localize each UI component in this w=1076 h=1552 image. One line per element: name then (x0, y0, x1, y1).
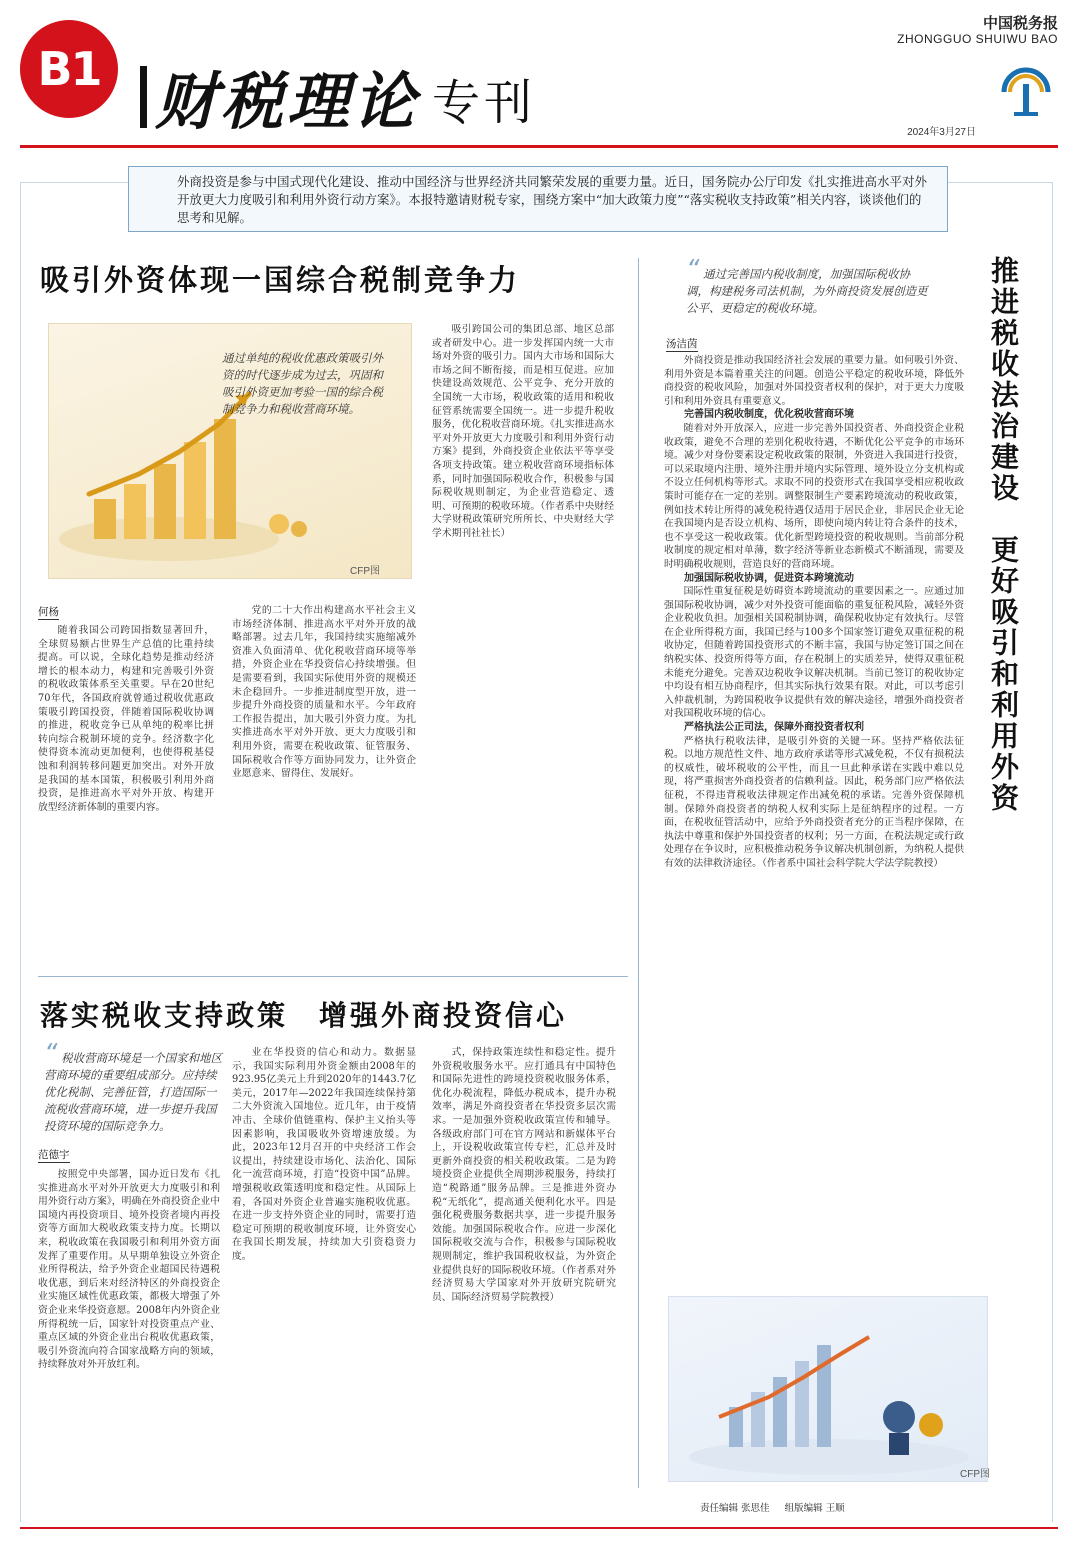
article2-column-2 (232, 1046, 416, 1482)
article3-body (664, 354, 964, 1290)
article3-text-1: 随着对外开放深入，应进一步完善外国投资者、外商投资企业税收政策，避免不合理的差别化税收待遇，不断优化公平竞争的市场环境。减少对身份要素设定税收政策的限制，外资进入我国进行投资，可以采取境内注册、境外注册并境内实际管理、境外设立分支机构或不设立任何机构等形式。求取不同的投资形式在我国享受相应税收政策时可能存在一定的差别。调整限制生产要素跨境流动的税收政策，例如技术转让所得的减免税待遇仅适用于居民企业，非居民企业无论在我国境内是否设立机构、场所，即使向境内转让符合条件的技术，也不享受这一税收政策。优化新型跨境投资的税收规则。当前部分税收制度的规定相对单薄，数字经济等新业态新模式不断涌现，需要及时明确税收规则，营造良好的营商环境。 (664, 422, 964, 570)
article1-col3-text: 吸引跨国公司的集团总部、地区总部或者研发中心。进一步发挥国内统一大市场对外资的吸引力。国内大市场和国际大市场之间不断衔接，而是相互促进。应加快建设高效规范、公平竞争、充分开放的全国统一大市场，税收政策的适用和税收征管系统需要全国统一。进一步提升税收服务，优化税收营商环境。《扎实推进高水平对外开放更大力度吸引和利用外资行动方案》提到，外商投资企业依法平等享受各项支持政策。建立税收营商环境指标体系，同时加强国际税收合作，积极参与国际税收规则制定，为企业营造稳定、透明、可预期的税收环境。（作者系中央财经大学财税政策研究所所长、中央财经大学学术期刊社社长） (432, 324, 614, 539)
article2-column-1 (38, 1168, 220, 1482)
article2-author: 范德宇 (38, 1149, 70, 1161)
quote-mark-icon: “ (44, 1039, 58, 1069)
quote-mark-icon: “ (686, 255, 700, 285)
article3-subheading-1: 完善国内税收制度，优化税收营商环境 (684, 409, 854, 421)
editor-credits (700, 1500, 845, 1514)
masthead-chinese: 中国税务报 (982, 14, 1058, 32)
article3-lead: 外商投资是推动我国经济社会发展的重要力量。如何吸引外资、利用外资是本篇着重关注的问题。创造公平稳定的税收环境，降低外商投资的税收风险，加强对外国投资者权利的保护，对于更大力度吸引和利用外资具有重要意义。 (664, 355, 964, 407)
article3-text-2: 国际性重复征税是妨碍资本跨境流动的重要因素之一。应通过加强国际税收协调，减少对外投资可能面临的重复征税风险，减轻外资企业税收负担。加强相关国税制协调，确保税收协定有效执行。尽管在企业所得税方面，我国已经与100多个国家签订避免双重征税的税收协定，但随着跨国投资形式的不断丰富，我国与协定签订国之间在纳税实体、投资所得等方面，存在税制上的实质差异，使得双重征税未能充分避免。完善双边税收争议解决机制。当前已签订的税收协定中均设有相互协商程序，但其实际执行效果有限。对此，可以考虑引入仲裁机制，为跨国税收争议提供有效的解决途径，增强外商投资者对我国税收环境的信心。 (664, 586, 964, 720)
article3-pull-quote (686, 255, 930, 317)
article2-column-3 (432, 1046, 616, 1482)
article2-col2-text: 业在华投资的信心和动力。数据显示，我国实际利用外资金额由2008年的923.95亿美元上升到2020年的1443.7亿美元，2017年—2022年我国连续保持第二大外资流入国地位。近几年，由于疫情冲击、全球价值链重构、保护主义抬头等因素影响，我国吸收外资增速放缓。为此，2023年12月召开的中央经济工作会议提出，持续建设市场化、法治化、国际化一流营商环境，打造“投资中国”品牌。增强税收政策透明度和稳定性。从国际上看，各国对外资企业普遍实施税收优惠。在进一步支持外资企业的同时，需要打造稳定可预期的税收制度环境，让外资安心在我国长期发展，持续加大引资稳资力度。 (232, 1047, 416, 1262)
column-divider (638, 258, 639, 1488)
article1-column-1 (38, 624, 214, 944)
article1-col2-text: 党的二十大作出构建高水平社会主义市场经济体制、推进高水平对外开放的战略部署。过去几年，我国持续实施缩减外资准入负面清单、优化税收营商环境等举措，外资企业在华投资信心持续增强。但是需要看到，我国实际使用外资的规模还未企稳回升。一步推进制度型开放，进一步提升外商投资的质量和水平。今年政府工作报告提出，加大吸引外资力度。为扎实推进高水平对外开放、更大力度吸引和利用外资，需要在税收政策、征管服务、国际税收合作等方面协同发力，让外资企业愿意来、留得住、发展好。 (232, 605, 416, 780)
header-rule (20, 145, 1058, 148)
newspaper-logo-icon (996, 62, 1056, 122)
article3-subheading-2: 加强国际税收协调，促进资本跨境流动 (684, 572, 854, 584)
section-subtitle: 专刊 (432, 75, 537, 131)
article1-author: 何杨 (38, 606, 59, 618)
article3-title: 推进税收法治建设 更好吸引和利用外资 (987, 256, 1020, 814)
page-frame-right (1052, 182, 1053, 1522)
article1-pull-quote: 通过单纯的税收优惠政策吸引外资的时代逐步成为过去，巩固和吸引外资更加考验一国的综合税制竞争力和税收营商环境。 (222, 351, 383, 416)
article2-title: 落实税收支持政策 增强外商投资信心 (40, 999, 568, 1032)
article3-text-3: 严格执行税收法律，是吸引外资的关键一环。坚持严格依法征税。以地方规范性文件、地方政府承诺等形式减免税，不仅有损税法的权威性，破坏税收的公平性，而且一旦此种承诺在实践中难以兑现，将严重损害外商投资者的信赖利益。因此，税务部门应严格依法征税，不得违背税收法律规定作出减免税的承诺。完善外资保障机制。保障外商投资者的纳税人权利实际上是征纳程序的过程。一方面，在税收征管活动中，应给予外商投资者充分的正当程序保障，在执法中尊重和保护外国投资者的权利；另一方面，在税法规定或行政处理存在争议时，应积极推动税务争议解决机制创新，为纳税人提供有效的法律救济途径。（作者系中国社会科学院大学法学院教授） (664, 735, 964, 869)
layout-editor: 组版编辑 王顺 (784, 1503, 845, 1514)
article3-image-credit: CFP图 (960, 1469, 990, 1480)
masthead-english: ZHONGGUO SHUIWU BAO (897, 32, 1058, 46)
page-frame-left (20, 182, 21, 1522)
growth-chart-illustration-icon (669, 1297, 987, 1481)
article2-pull-quote (44, 1039, 224, 1135)
issue-date: 2024年3月27日 (907, 127, 976, 138)
brush-stroke-decoration (140, 66, 147, 128)
article1-title: 吸引外资体现一国综合税制竞争力 (40, 263, 521, 297)
article3-author: 汤洁茵 (666, 338, 698, 350)
page-badge: B1 (20, 20, 118, 118)
responsible-editor: 责任编辑 张思佳 (700, 1503, 770, 1514)
article1-column-3 (432, 323, 614, 944)
article2-col3-text: 式，保持政策连续性和稳定性。提升外资税收服务水平。应打通具有中国特色和国际先进性的跨境投资税收服务体系，优化办税流程，降低办税成本，提升办税效率，满足外商投资者在华投资多层次需求。一是加强外资税收政策宣传和辅导。各级政府部门可在官方网站和新媒体平台上，开设税收政策宣传专栏，汇总并及时更新外商投资的相关税收政策。二是为跨境投资企业提供全周期涉税服务，持续打造“税路通”服务品牌。三是推进外资办税“无纸化”，提高通关便利化水平。四是强化税费服务数据共享，进一步提升服务效能。加强国际税收合作。应进一步深化国际税收交流与合作，积极参与国际税收规则制定，维护我国税收权益，为外资企业提供良好的国际税收环境。（作者系对外经济贸易大学国家对外开放研究院研究员、国际经济贸易学院教授） (432, 1047, 616, 1303)
page-frame-top-right (948, 182, 1052, 183)
article3-illustration (668, 1296, 988, 1482)
article1-col1-text: 随着我国公司跨国指数显著回升，全球贸易额占世界生产总值的比重持续提高。可以说，全球化趋势是推动经济增长的根本动力，构建和完善吸引外资的税收政策体系至关重要。早在20世纪70年代，各国政府就曾通过税收优惠政策吸引跨国投资，伴随着国际税收协调的推进，税收竞争已从单纯的税率比拼转向综合税制环境的竞争。经济数字化使得资本流动更加便利，也使得税基侵蚀和利润转移问题更加突出。对外开放是我国的基本国策，积极吸引利用外商投资，是推进高水平对外开放、构建开放型经济新体制的重要内容。 (38, 625, 214, 813)
article2-col1-text: 按照党中央部署，国办近日发布《扎实推进高水平对外开放更大力度吸引和利用外资行动方案》，明确在外商投资企业中国境内再投资项目、境外投资者境内再投资等方面加大税收政策支持力度。长期以来，税收政策在我国吸引和利用外资方面发挥了重要作用。从早期单独设立外资企业所得税法，给予外资企业超国民待遇税收优惠，到后来对经济特区的外商投资企业实施区域性优惠政策，都极大增强了外资企业来华投资意愿。2008年内外资企业所得税统一后，国家针对投资重点产业、重点区域的外资企业出台税收优惠政策，吸引外资流向符合国家战略方向的领域，持续释放对外开放红利。 (38, 1169, 220, 1371)
article2-quote-text: 税收营商环境是一个国家和地区营商环境的重要组成部分。应持续优化税制、完善征管，打造国际一流税收营商环境，进一步提升我国投资环境的国际竞争力。 (44, 1051, 223, 1133)
article3-subheading-3: 严格执法公正司法，保障外商投资者权利 (684, 722, 864, 734)
article3-quote-text: 通过完善国内税收制度，加强国际税收协调，构建税务司法机制，为外商投资发展创造更公平、更稳定的税收环境。 (686, 267, 928, 315)
editors-intro: 外商投资是参与中国式现代化建设、推动中国经济与世界经济共同繁荣发展的重要力量。近日，国务院办公厅印发《扎实推进高水平对外开放更大力度吸引和利用外资行动方案》。本报特邀请财税专家，围绕方案中“加大政策力度”“落实税收支持政策”相关内容，谈谈他们的思考和见解。 (128, 166, 948, 232)
section-title: 财税理论 (155, 65, 420, 138)
article1-column-2 (232, 604, 416, 944)
article1-image-credit: CFP图 (350, 566, 380, 577)
footer-rule (20, 1527, 1058, 1529)
article-divider (38, 976, 628, 977)
page-frame-top-left (20, 182, 128, 183)
